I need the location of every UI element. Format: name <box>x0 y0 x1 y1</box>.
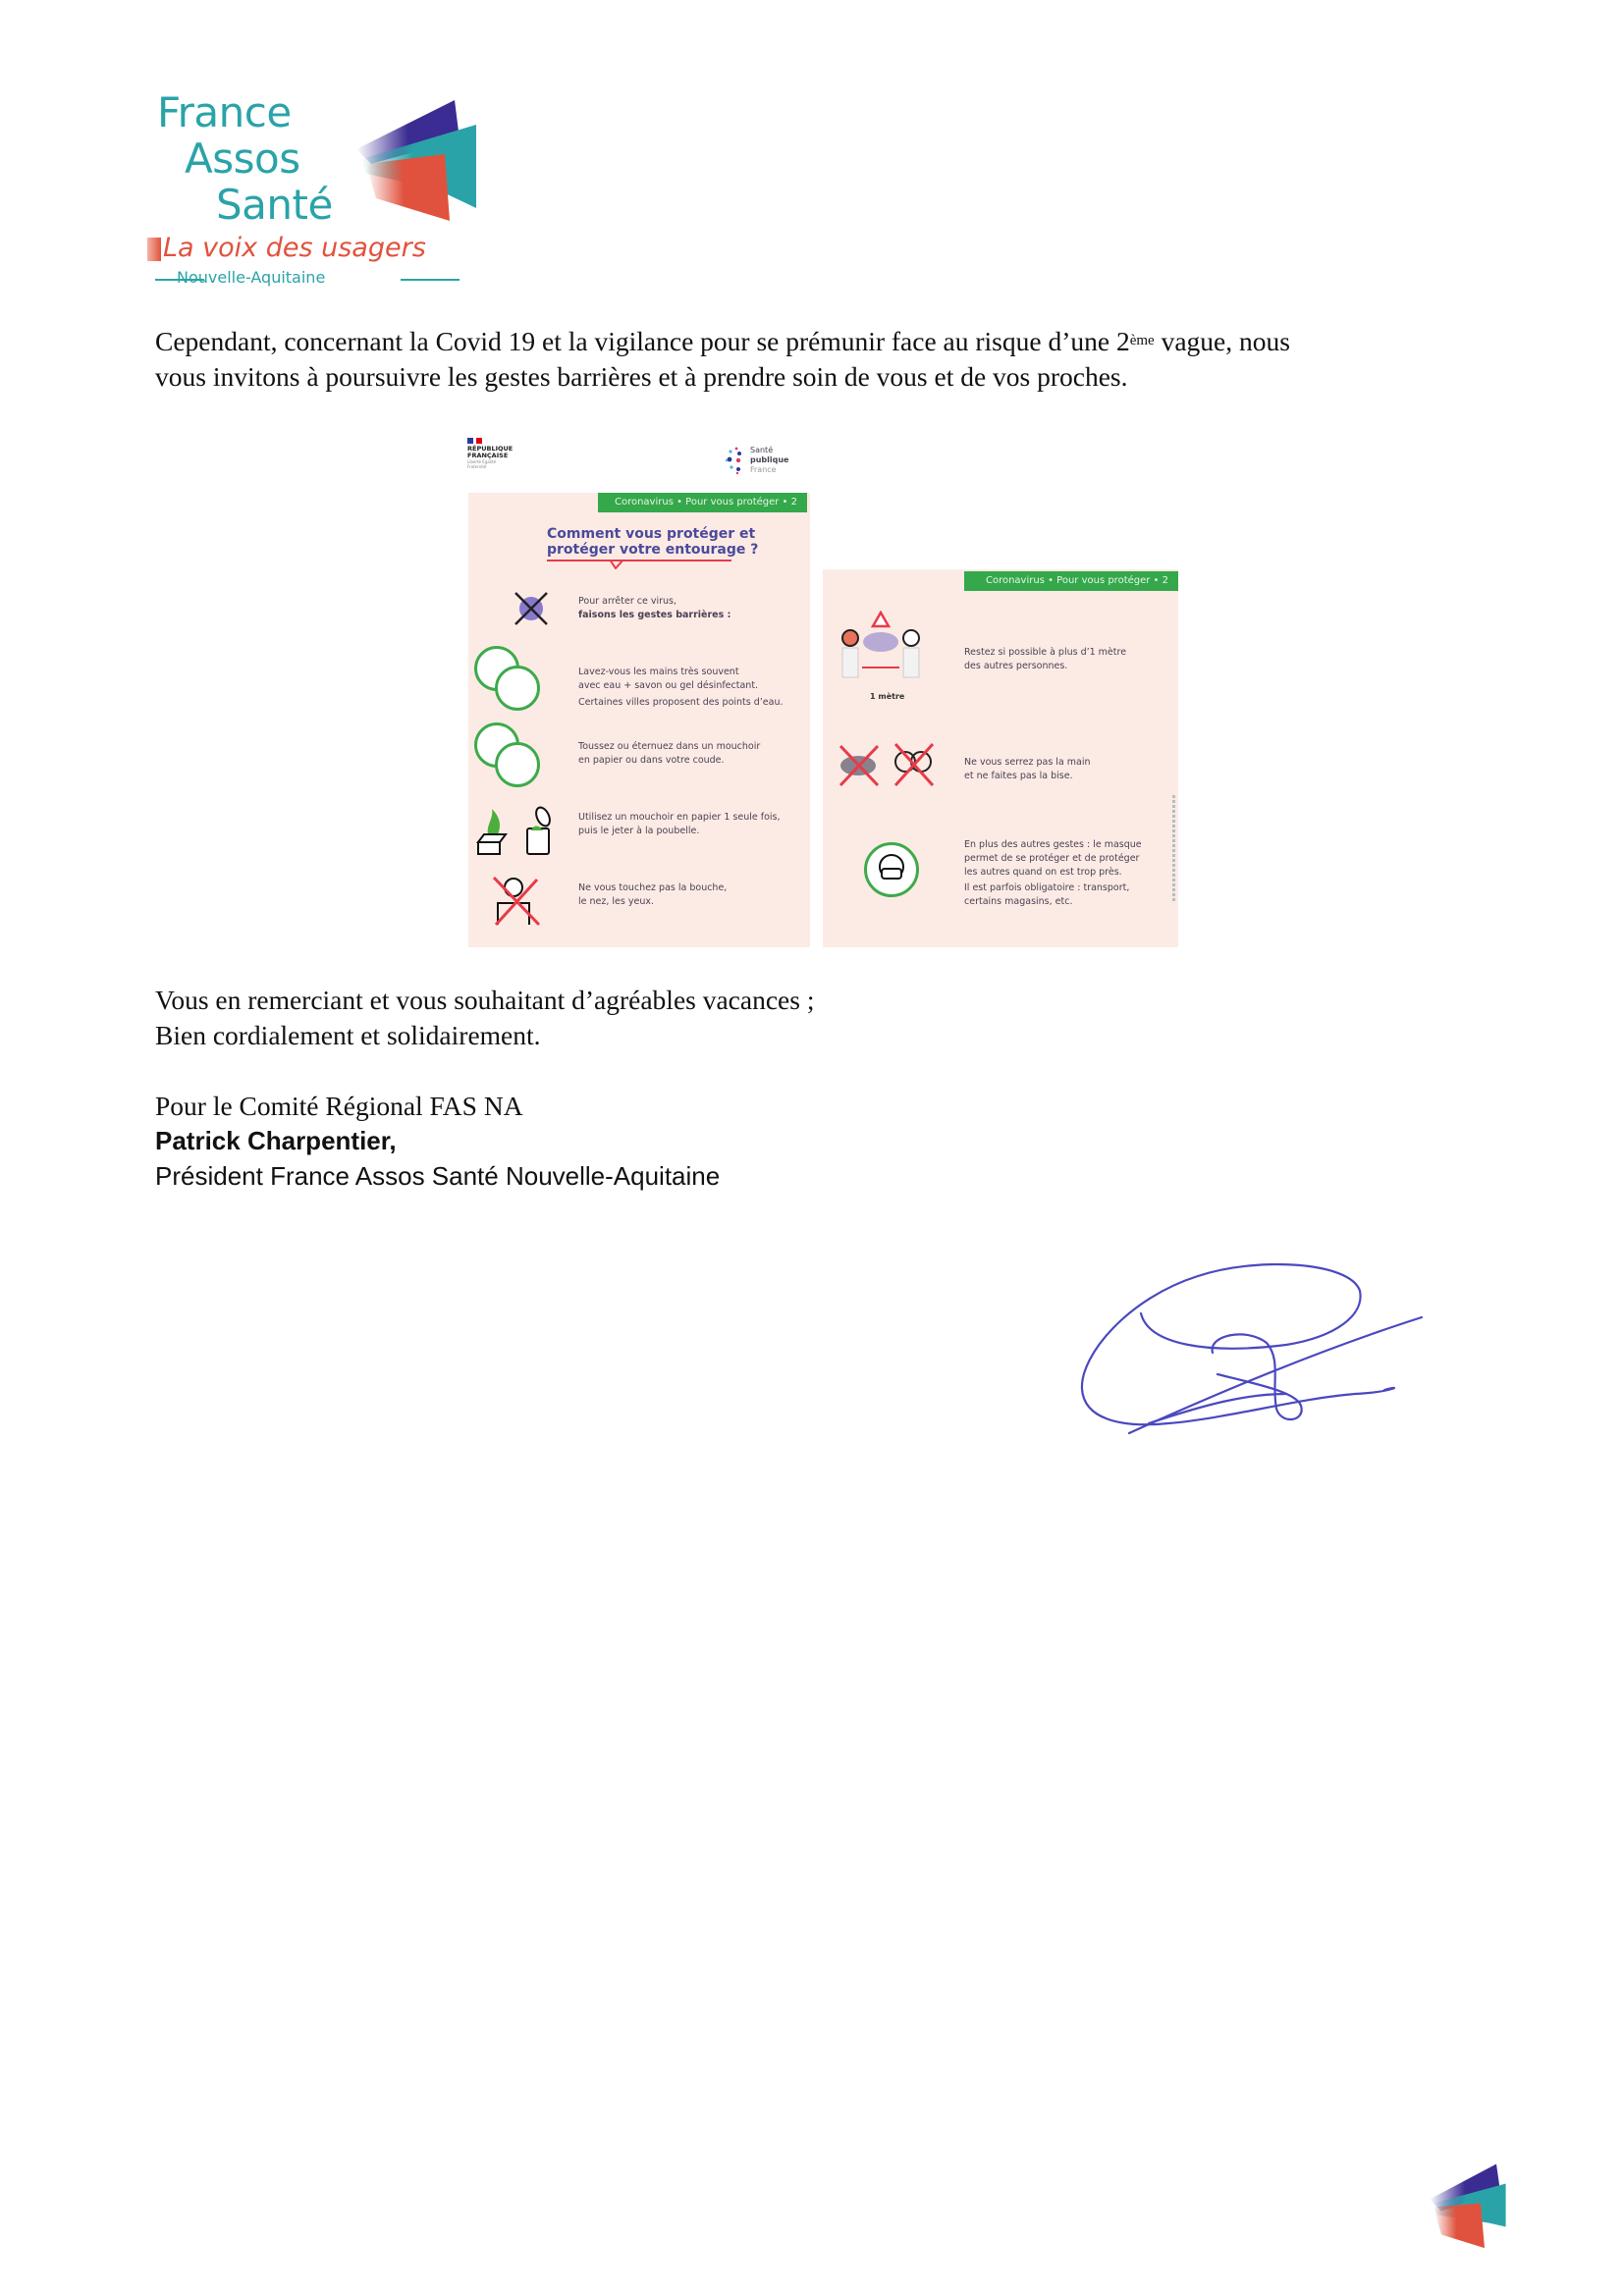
gesture-line: et ne faites pas la bise. <box>964 771 1073 781</box>
logo-tagline: La voix des usagers <box>163 233 426 263</box>
gesture-line: puis le jeter à la poubelle. <box>578 826 700 836</box>
republic-motto: Liberté Égalité Fraternité <box>467 459 497 469</box>
republique-francaise-logo <box>467 438 513 469</box>
poster-side-reference <box>1172 795 1175 903</box>
gesture-line: Ne vous serrez pas la main <box>964 757 1091 768</box>
logo-region: Nouvelle-Aquitaine <box>177 268 326 287</box>
spf-dots-icon <box>725 446 746 475</box>
gesture-line: Lavez-vous les mains très souvent <box>578 667 739 677</box>
poster-banner: Coronavirus • Pour vous protéger • 2 <box>598 493 807 512</box>
logo-fan-icon <box>337 95 484 223</box>
gesture-line: Certaines villes proposent des points d’eau. <box>578 697 784 708</box>
sante-publique-france-logo <box>725 446 788 475</box>
mask-face-icon <box>867 845 916 894</box>
title-underline <box>547 560 731 561</box>
gesture-line: Il est parfois obligatoire : transport, <box>964 882 1130 893</box>
poster-title <box>547 526 758 561</box>
poster-title-line1: Comment vous protéger et <box>547 526 756 542</box>
gesture-item-text <box>964 838 1142 909</box>
tagline-mark-icon <box>147 238 161 261</box>
marianne-flag-icon <box>467 438 513 444</box>
gesture-line: faisons les gestes barrières : <box>578 610 731 620</box>
paragraph-text: vague, nous <box>1154 326 1290 356</box>
republic-line1: RÉPUBLIQUE <box>467 445 514 453</box>
handwritten-signature <box>1060 1247 1453 1463</box>
hand-washing-icon <box>495 666 540 711</box>
gesture-line: Restez si possible à plus d’1 mètre <box>964 647 1127 658</box>
signature-name: Patrick Charpentier, <box>155 1126 397 1155</box>
gesture-line: certains magasins, etc. <box>964 896 1073 907</box>
no-face-touch-icon <box>492 876 541 927</box>
gesture-item-text <box>964 646 1126 673</box>
logo-word-sante: Santé <box>216 181 333 229</box>
gesture-line: les autres quand on est trop près. <box>964 867 1122 878</box>
gesture-item-text <box>578 595 730 622</box>
signature-on-behalf: Pour le Comité Régional FAS NA <box>155 1091 523 1121</box>
body-paragraph-line1 <box>155 324 1290 359</box>
distance-icon <box>837 611 935 689</box>
gesture-line: avec eau + savon ou gel désinfectant. <box>578 680 759 691</box>
speech-tail-icon <box>610 560 625 569</box>
gesture-item-text <box>578 740 760 768</box>
virus-crossed-icon <box>512 589 551 628</box>
gesture-line: Pour arrêter ce virus, <box>578 596 676 607</box>
gesture-item-text <box>578 811 781 838</box>
mask-icon <box>864 842 919 897</box>
tissue-bin-icon <box>476 805 555 858</box>
gesture-line: Toussez ou éternuez dans un mouchoir <box>578 741 761 752</box>
gesture-line: permet de se protéger et de protéger <box>964 853 1140 864</box>
gesture-line: en papier ou dans votre coude. <box>578 755 725 766</box>
gesture-line: Utilisez un mouchoir en papier 1 seule fois, <box>578 812 781 823</box>
gesture-item-text <box>578 666 784 710</box>
logo-word-assos: Assos <box>185 134 300 183</box>
distance-label: 1 mètre <box>870 692 905 701</box>
gesture-item-text <box>964 756 1091 783</box>
closing-line1: Vous en remerciant et vous souhaitant d’agréables vacances ; <box>155 985 815 1015</box>
poster-right-panel <box>823 569 1178 947</box>
no-handshake-kiss-icon <box>835 742 943 791</box>
gesture-line: des autres personnes. <box>964 661 1068 671</box>
spf-line1: Santé <box>750 446 774 454</box>
poster-banner: Coronavirus • Pour vous protéger • 2 <box>964 571 1178 591</box>
poster-left-panel <box>468 493 810 947</box>
footer-logo-icon <box>1414 2155 1532 2268</box>
cough-elbow-icon <box>495 742 540 787</box>
spf-line3: France <box>750 465 777 474</box>
poster-left <box>461 432 820 952</box>
gesture-line: le nez, les yeux. <box>578 896 654 907</box>
paragraph-text: Cependant, concernant la Covid 19 et la vigilance pour se prémunir face au risque d’une 2 <box>155 326 1130 356</box>
france-assos-sante-logo <box>155 90 469 292</box>
closing-line2: Bien cordialement et solidairement. <box>155 1020 541 1050</box>
logo-rule-right <box>401 279 460 281</box>
republic-line2: FRANÇAISE <box>467 452 509 459</box>
gesture-line: Ne vous touchez pas la bouche, <box>578 882 728 893</box>
gesture-item-text <box>578 881 727 909</box>
gesture-line: En plus des autres gestes : le masque <box>964 839 1142 850</box>
logo-word-france: France <box>157 88 292 136</box>
spf-line2: publique <box>750 455 789 464</box>
poster-title-line2: protéger votre entourage ? <box>547 542 759 558</box>
superscript-eme: ème <box>1129 333 1155 348</box>
body-paragraph-line2: vous invitons à poursuivre les gestes barrières et à prendre soin de vous et de vos proches. <box>155 361 1128 392</box>
signature-title: Président France Assos Santé Nouvelle-Aquitaine <box>155 1161 721 1191</box>
